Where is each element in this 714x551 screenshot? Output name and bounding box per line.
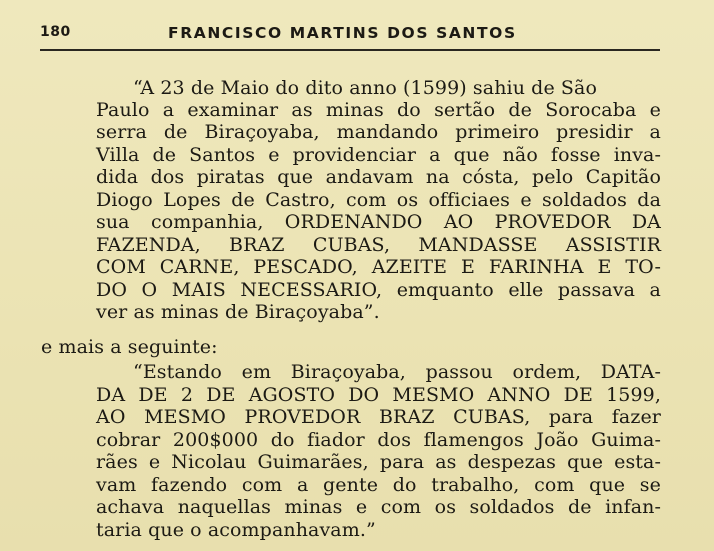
quote-1-line-6: Diogo Lopes de Castro, com os officiaes e soldados da <box>96 189 661 211</box>
quote-1-line-5: dida dos piratas que andavam na cósta, pelo Capitão <box>96 166 661 188</box>
quote-2-line-4: cobrar 200$000 do fiador dos flamengos João Guima- <box>96 429 661 451</box>
page-number: 180 <box>40 24 71 40</box>
quote-1-line-8: FAZENDA, BRAZ CUBAS, MANDASSE ASSISTIR <box>96 234 661 256</box>
quote-1-line-1: “A 23 de Maio do dito anno (1599) sahiu de São <box>133 77 598 99</box>
quote-2-line-2: DA DE 2 DE AGOSTO DO MESMO ANNO DE 1599, <box>96 384 661 406</box>
quote-2-line-1: “Estando em Biraçoyaba, passou ordem, DATA- <box>133 361 661 383</box>
quote-2-line-6: vam fazendo com a gente do trabalho, com que se <box>96 474 661 496</box>
quote-1-line-2: Paulo a examinar as minas do sertão de Sorocaba e <box>96 99 661 121</box>
quote-2-line-8: taria que o acompanhavam.” <box>96 519 376 541</box>
header-rule <box>40 49 660 51</box>
quote-1-line-9: COM CARNE, PESCADO, AZEITE E FARINHA E TO- <box>96 256 661 278</box>
quote-2-line-5: rães e Nicolau Guimarães, para as despezas que esta- <box>96 451 661 473</box>
quote-2-line-7: achava naquellas minas e com os soldados de infan- <box>96 496 661 518</box>
running-title: FRANCISCO MARTINS DOS SANTOS <box>168 24 517 42</box>
page-header <box>40 22 660 46</box>
quote-1-line-3: serra de Biraçoyaba, mandando primeiro presidir a <box>96 121 661 143</box>
quote-2-line-3: AO MESMO PROVEDOR BRAZ CUBAS, para fazer <box>96 406 661 428</box>
quote-1-line-10: DO O MAIS NECESSARIO, emquanto elle passava a <box>96 279 661 301</box>
quote-1-line-4: Villa de Santos e providenciar a que não fosse inva- <box>96 144 661 166</box>
connector-text: e mais a seguinte: <box>41 336 218 358</box>
quote-1-line-11: ver as minas de Biraçoyaba”. <box>96 301 380 323</box>
quote-1-line-7: sua companhia, ORDENANDO AO PROVEDOR DA <box>96 211 661 233</box>
